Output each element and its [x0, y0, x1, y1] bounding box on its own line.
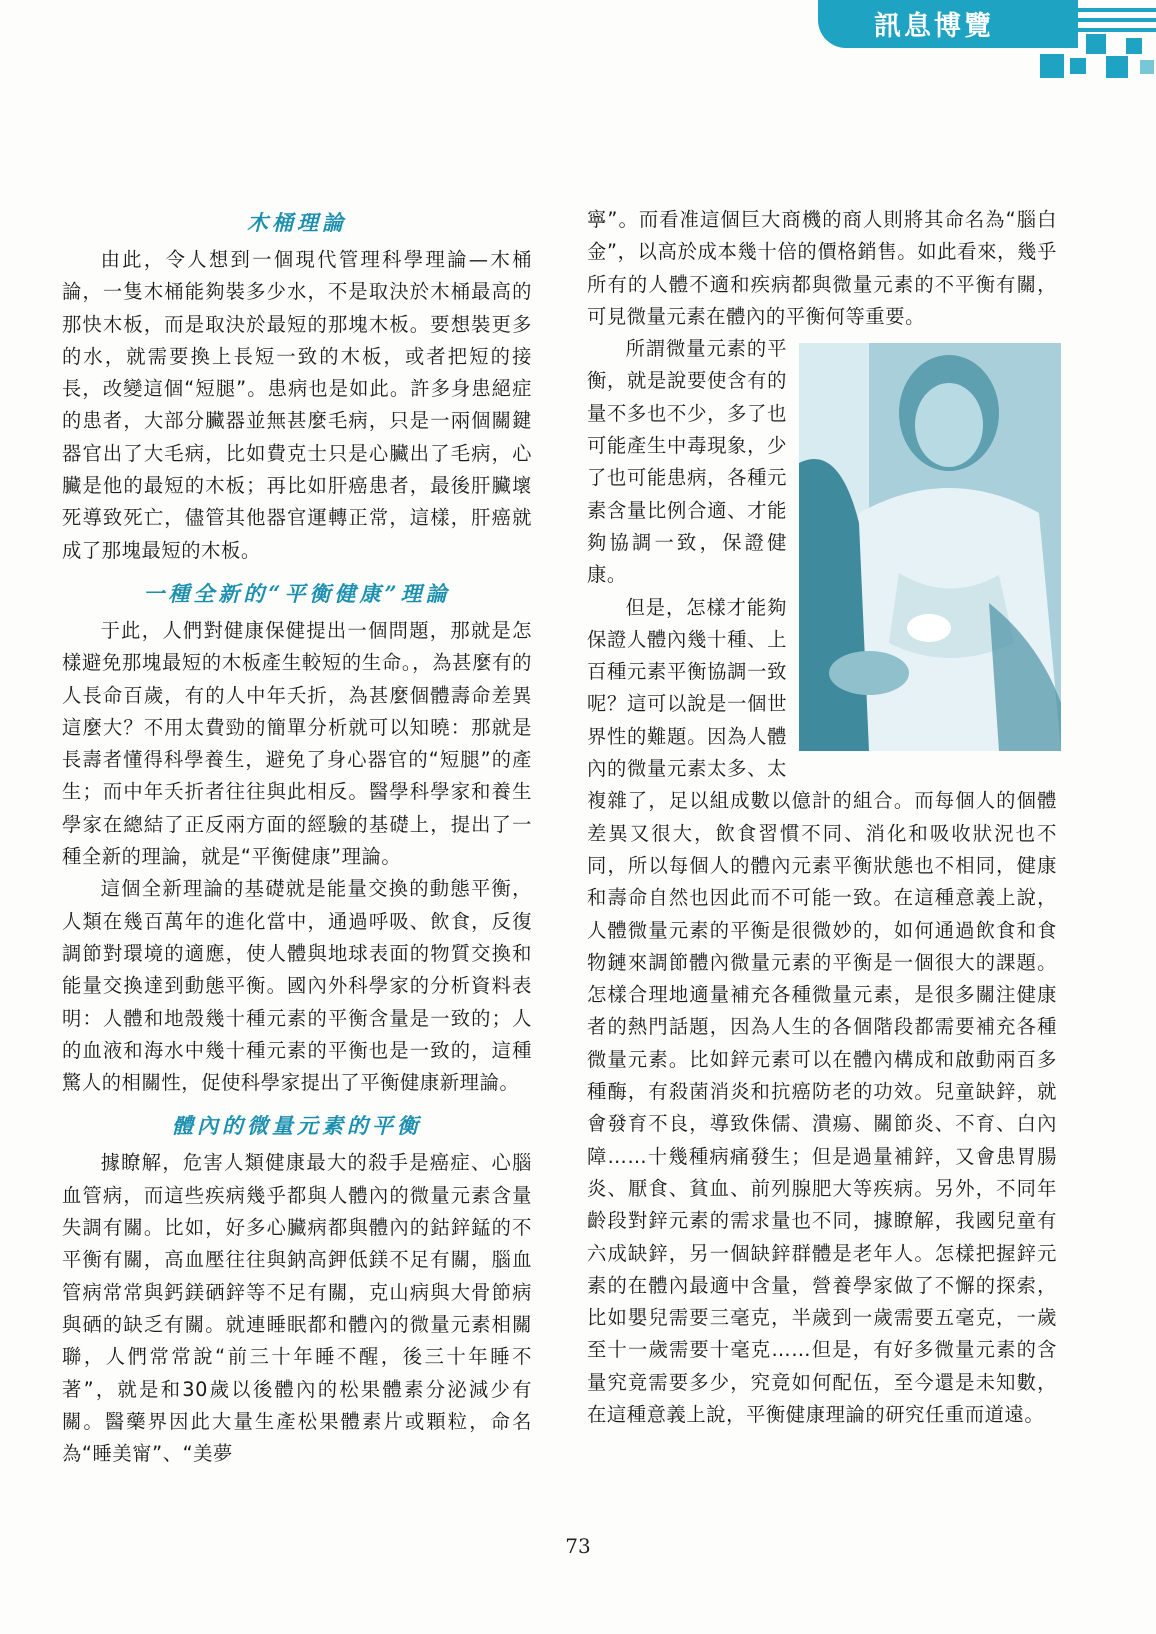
- paragraph: 寧”。而看准這個巨大商機的商人則將其命名為“腦白金”，以高於成本幾十倍的價格銷售。如此看來，幾乎所有的人體不適和疾病都與微量元素的不平衡有關，可見微量元素在體內的平衡何等重要。: [587, 208, 1057, 328]
- paragraph: 于此，人們對健康保健提出一個問題，那就是怎樣避免那塊最短的木板產生較短的生命。，為甚麼有的人長命百歲，有的人中年夭折，為甚麼個體壽命差異這麼大？不用太費勁的簡單分析就可以知曉：那就是長壽者懂得科學養生，避免了身心器官的“短腿”的產生；而中年夭折者往往與此相反。醫學科學家和養生學家在總結了正反兩方面的經驗的基礎上，提出了一種全新的理論，就是“平衡健康”理論。: [62, 618, 532, 869]
- paragraph: 由此，令人想到一個現代管理科學理論—木桶論，一隻木桶能夠裝多少水，不是取決於木桶最高的那快木板，而是取決於最短的那塊木板。要想裝更多的水，就需要換上長短一致的木板，或者把短的接長，改變這個“短腿”。患病也是如此。許多身患絕症的患者，大部分臟器並無甚麼毛病，只是一兩個關鍵器官出了大毛病，比如費克士只是心臟出了毛病，心臟是他的最短的木板；再比如肝癌患者，最後肝臟壞死導致死亡，儘管其他器官運轉正常，這樣，肝癌就成了那塊最短的木板。: [62, 248, 532, 562]
- paragraph: 這個全新理論的基礎就是能量交換的動態平衡，人類在幾百萬年的進化當中，通過呼吸、飲食，反復調節對環境的適應，使人體與地球表面的物質交換和能量交換達到動態平衡。國內外科學家的分析資料表明：人體和地殼幾十種元素的平衡含量是一致的；人的血液和海水中幾十種元素的平衡也是一致的，這種驚人的相關性，促使科學家提出了平衡健康新理論。: [62, 877, 532, 1095]
- banner-stripe: [1056, 8, 1156, 12]
- paragraph: 所謂微量元素的平衡，就是說要使含有的量不多也不少，多了也可能產生中毒現象，少了也可能患病，各種元素含量比例合適、才能夠協調一致，保證健康。: [587, 337, 787, 587]
- photo-illustration: [799, 343, 1061, 751]
- page-number: 73: [565, 1534, 591, 1558]
- right-column: [587, 204, 1057, 1431]
- spa-photo: [799, 343, 1061, 751]
- section-title: 訊息博覽: [874, 11, 994, 42]
- paragraph: 據瞭解，危害人類健康最大的殺手是癌症、心腦血管病，而這些疾病幾乎都與人體內的微量元素含量失調有關。比如，好多心臟病都與體內的鈷鋅錳的不平衡有關，高血壓往往與鈉高鉀低鎂不足有關，腦血管病常常與鈣鎂硒鋅等不足有關，克山病與大骨節病與硒的缺乏有關。就連睡眠都和體內的微量元素相關聯，人們常常說“前三十年睡不醒，後三十年睡不著”，就是和30歲以後體內的松果體素分泌減少有關。醫藥界因此大量生產松果體素片或顆粒，命名為“睡美甯”、“美夢: [62, 1151, 532, 1466]
- paragraph: 但是，怎樣才能夠保證人體內幾十種、上百種元素平衡協調一致呢？這可以說是一個世界性的難題。因為人體內的微量元素太多、太複雜了，足以組成數以億計的組合。而每個人的個體差異又很大，飲食習慣不同、消化和吸收狀況也不同，所以每個人的體內元素平衡狀態也不相同，健康和壽命自然也因此而不可能一致。在這種意義上說，人體微量元素的平衡是很微妙的，如何通過飲食和食物鏈來調節體內微量元素的平衡是一個很大的課題。怎樣合理地適量補充各種微量元素，是很多關注健康者的熱門話題，因為人生的各個階段都需要補充各種微量元素。比如鋅元素可以在體內構成和啟動兩百多種酶，有殺菌消炎和抗癌防老的功效。兒童缺鋅，就會發育不良，導致侏儒、潰瘍、關節炎、不育、白內障……十幾種病痛發生；但是過量補鋅，又會患胃腸炎、厭食、貧血、前列腺肥大等疾病。另外，不同年齡段對鋅元素的需求量也不同，據瞭解，我國兒童有六成缺鋅，另一個缺鋅群體是老年人。怎樣把握鋅元素的在體內最適中含量，營養學家做了不懈的探索，比如嬰兒需要三毫克，半歲到一歲需要五毫克，一歲至十一歲需要十毫克……但是，有好多微量元素的含量究竟需要多少，究竟如何配伍，至今還是未知數，在這種意義上說，平衡健康理論的研究任重而道遠。: [587, 595, 1057, 1426]
- heading-trace-elements: 體內的微量元素的平衡: [172, 1113, 422, 1139]
- decorative-squares: [1040, 34, 1156, 84]
- banner-stripe: [1056, 18, 1156, 22]
- heading-barrel-theory: 木桶理論: [247, 210, 347, 235]
- banner-stripe: [1056, 28, 1156, 32]
- left-column: [62, 206, 532, 1470]
- heading-balance-theory: 一種全新的“平衡健康”理論: [143, 580, 451, 606]
